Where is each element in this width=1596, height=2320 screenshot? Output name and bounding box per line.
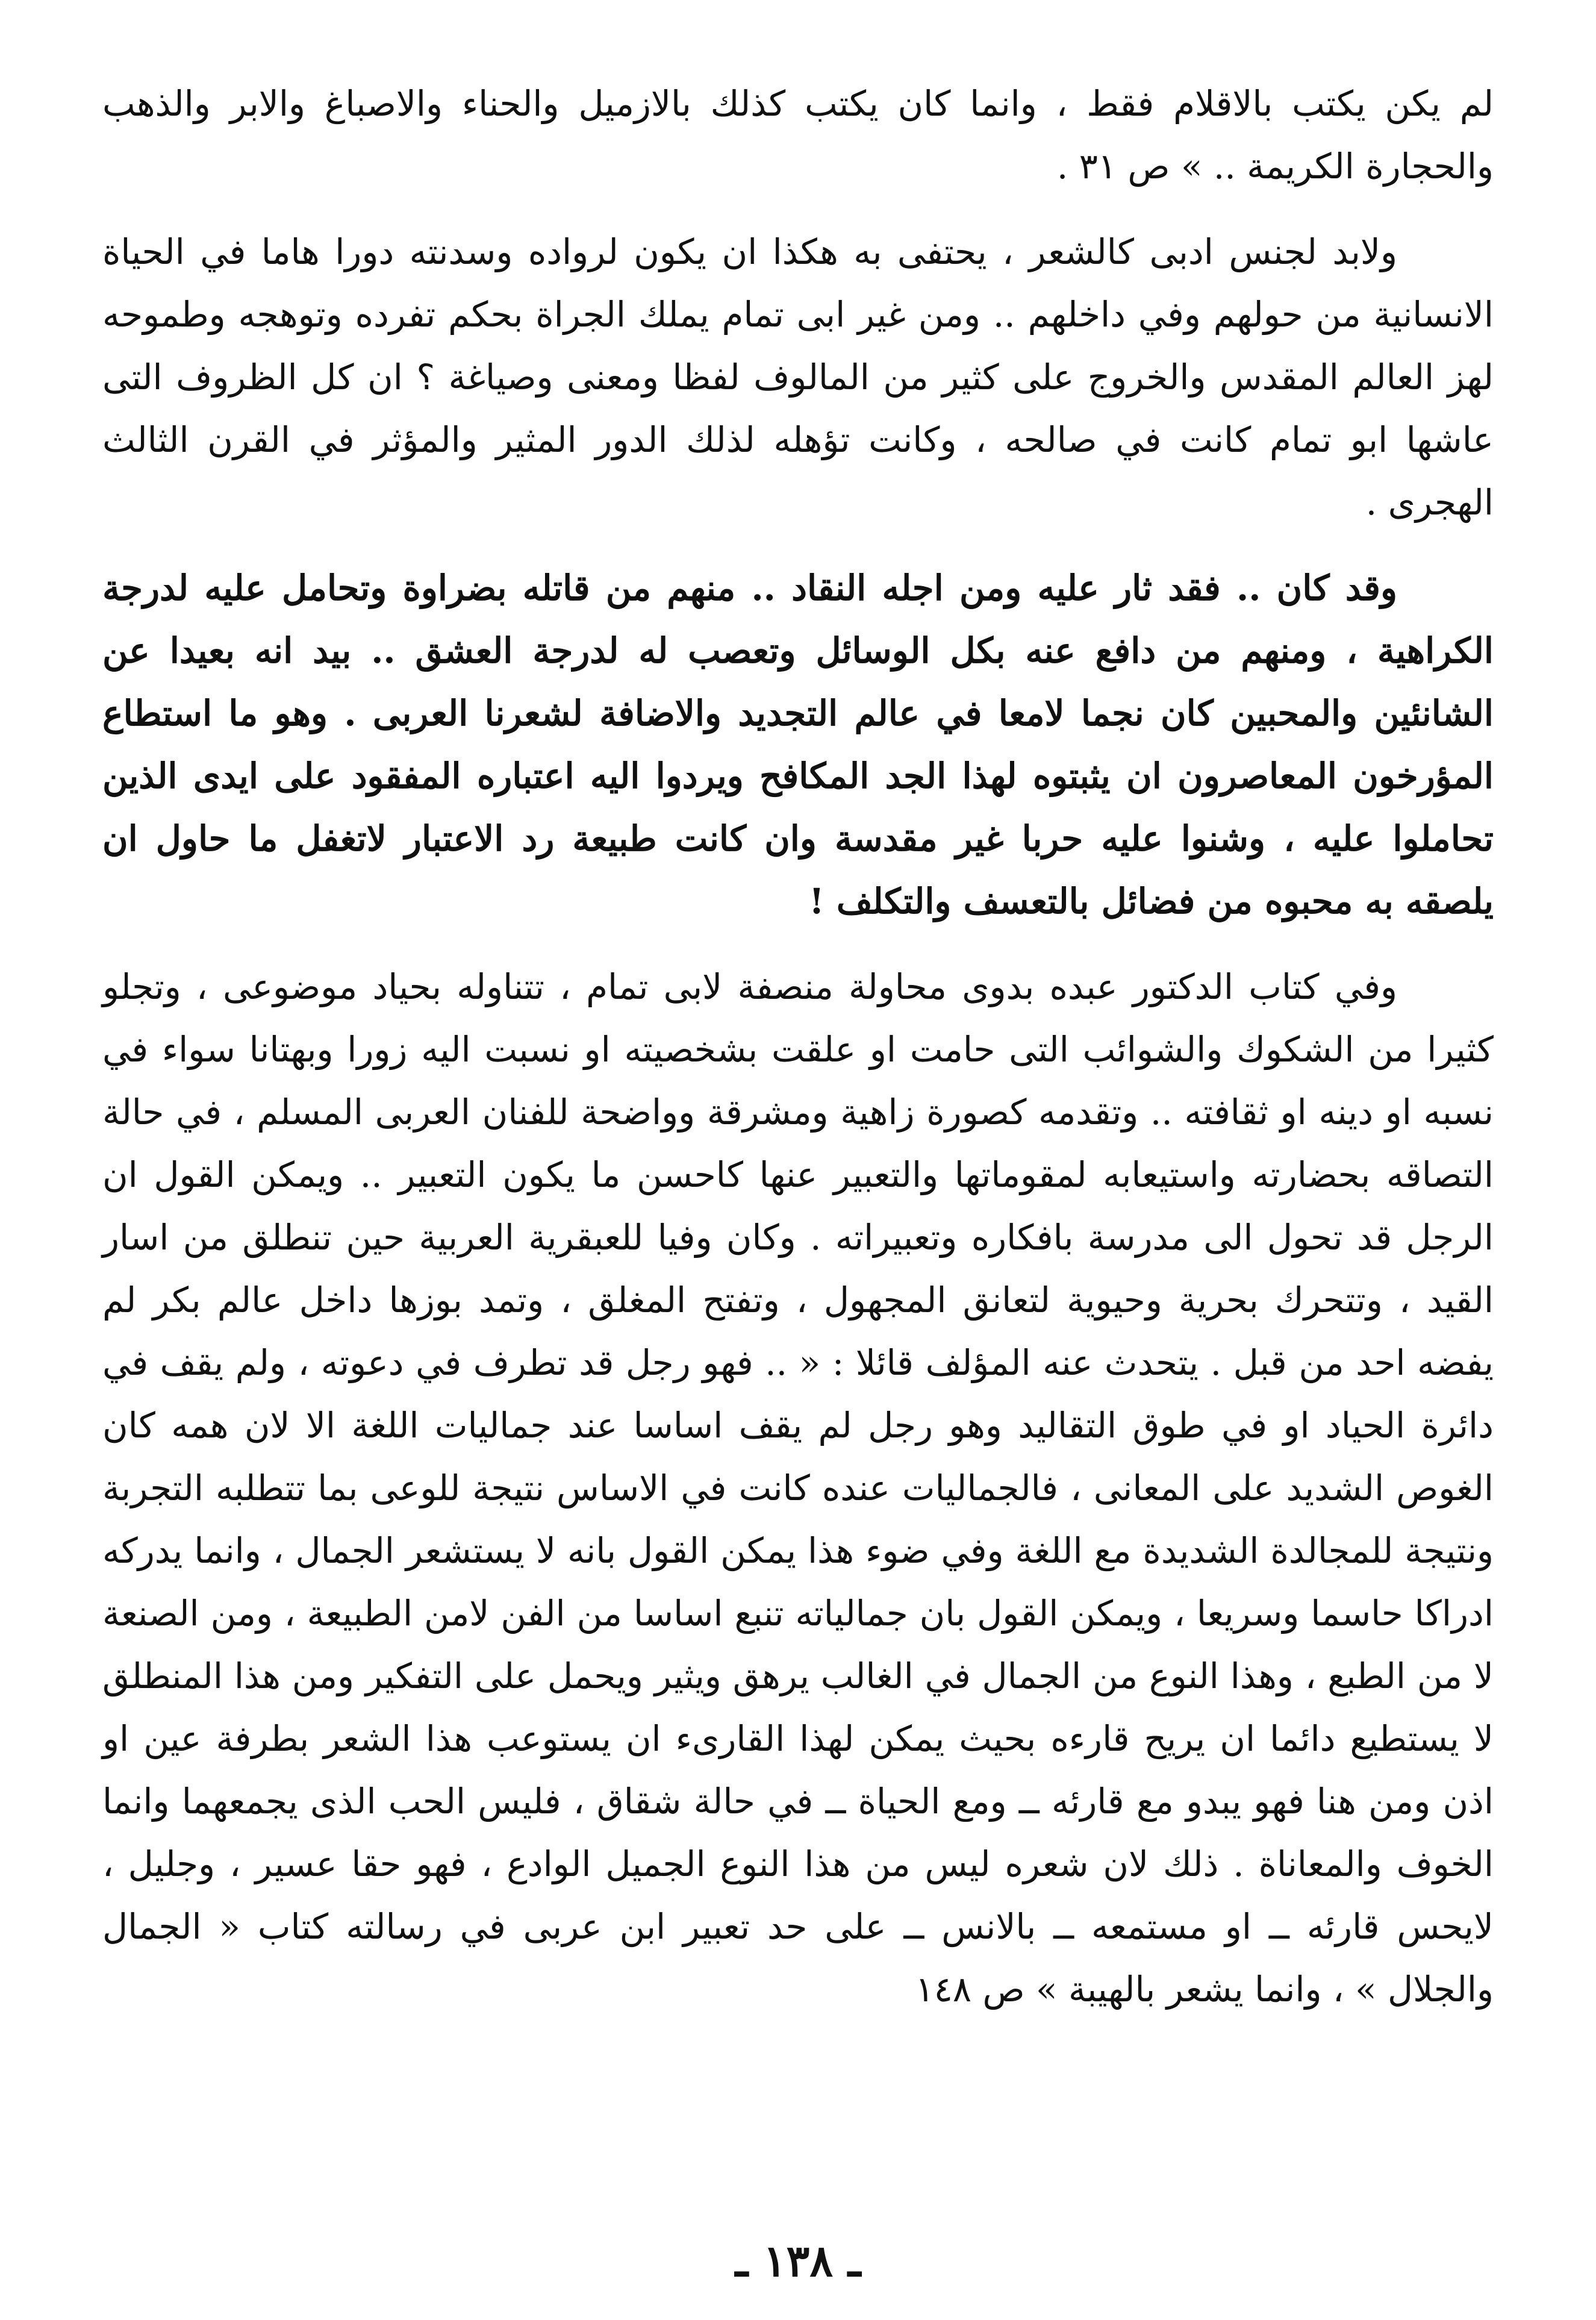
paragraph-4: وفي كتاب الدكتور عبده بدوى محاولة منصفة لابى تمام ، تتناوله بحياد موضوعى ، وتجلو كثيرا من الشكوك والشوائب التى حامت او علقت بشخصيته او نسبت اليه زورا وبهتانا سواء في نسبه او دينه او ثقافته .. وتقدمه كصورة زاهية ومشرقة وواضحة للفنان العربى المسلم ، في حالة التصاقه بحضارته واستيعابه لمقوماتها والتعبير عنها كاحسن ما يكون التعبير .. ويمكن القول ان الرجل قد تحول الى مدرسة بافكاره وتعبيراته . وكان وفيا للعبقرية العربية حين تنطلق من اسار القيد ، وتتحرك بحرية وحيوية لتعانق المجهول ، وتفتح المغلق ، وتمد بوزها داخل عالم بكر لم يفضه احد من قبل . يتحدث عنه المؤلف قائلا : « .. فهو رجل قد تطرف في دعوته ، ولم يقف في دائرة الحياد او في طوق التقاليد وهو رجل لم يقف اساسا عند جماليات اللغة الا لان همه كان الغوص الشديد على المعانى ، فالجماليات عنده كانت في الاساس نتيجة للوعى بما تتطلبه التجربة ونتيجة للمجالدة الشديدة مع اللغة وفي ضوء هذا يمكن القول بانه لا يستشعر الجمال ، وانما يدركه ادراكا حاسما وسريعا ، ويمكن القول بان جمالياته تنبع اساسا من الفن لامن الطبيعة ، ومن الصنعة لا من الطبع ، وهذا النوع من الجمال في الغالب يرهق ويثير ويحمل على التفكير ومن هذا المنطلق لا يستطيع دائما ان يريح قارءه بحيث يمكن لهذا القارىء ان يستوعب هذا الشعر بطرفة عين او اذن ومن هنا فهو يبدو مع قارئه ــ ومع الحياة ــ في حالة شقاق ، فليس الحب الذى يجمعهما وانما الخوف والمعاناة . ذلك لان شعره ليس من هذا النوع الجميل الوادع ، فهو حقا عسير ، وجليل ، لايحس قارئه ــ او مستمعه ــ بالانس ــ على حد تعبير ابن عربى في رسالته كتاب « الجمال والجلال » ، وانما يشعر بالهيبة » ص ١٤٨ [102,966,1494,2010]
paragraph-3: وقد كان .. فقد ثار عليه ومن اجله النقاد .. منهم من قاتله بضراوة وتحامل عليه لدرجة الكراهية ، ومنهم من دافع عنه بكل الوسائل وتعصب له لدرجة العشق .. بيد انه بعيدا عن الشانئين والمحبين كان نجما لامعا في عالم التجديد والاضافة لشعرنا العربى . وهو ما استطاع المؤرخون المعاصرون ان يثبتوه لهذا الجد المكافح ويردوا اليه اعتباره المفقود على ايدى الذين تحاملوا عليه ، وشنوا عليه حربا غير مقدسة وان كانت طبيعة رد الاعتبار لاتغفل ما حاول ان يلصقه به محبوه من فضائل بالتعسف والتكلف ! [102,567,1494,922]
paragraph-1: لم يكن يكتب بالاقلام فقط ، وانما كان يكتب كذلك بالازميل والحناء والاصباغ والابر والذهب والحجارة الكريمة .. » ص ٣١ . [102,83,1494,187]
page-text [102,72,1494,2043]
paragraph-2: ولابد لجنس ادبى كالشعر ، يحتفى به هكذا ان يكون لرواده وسدنته دورا هاما في الحياة الانسانية من حولهم وفي داخلهم .. ومن غير ابى تمام يملك الجراة بحكم تفرده وتوهجه وطموحه لهز العالم المقدس والخروج على كثير من المالوف لفظا ومعنى وصياغة ؟ ان كل الظروف التى عاشها ابو تمام كانت في صالحه ، وكانت تؤهله لذلك الدور المثير والمؤثر في القرن الثالث الهجرى . [102,231,1494,523]
page-number: ـ ١٣٨ ـ [735,2235,861,2286]
